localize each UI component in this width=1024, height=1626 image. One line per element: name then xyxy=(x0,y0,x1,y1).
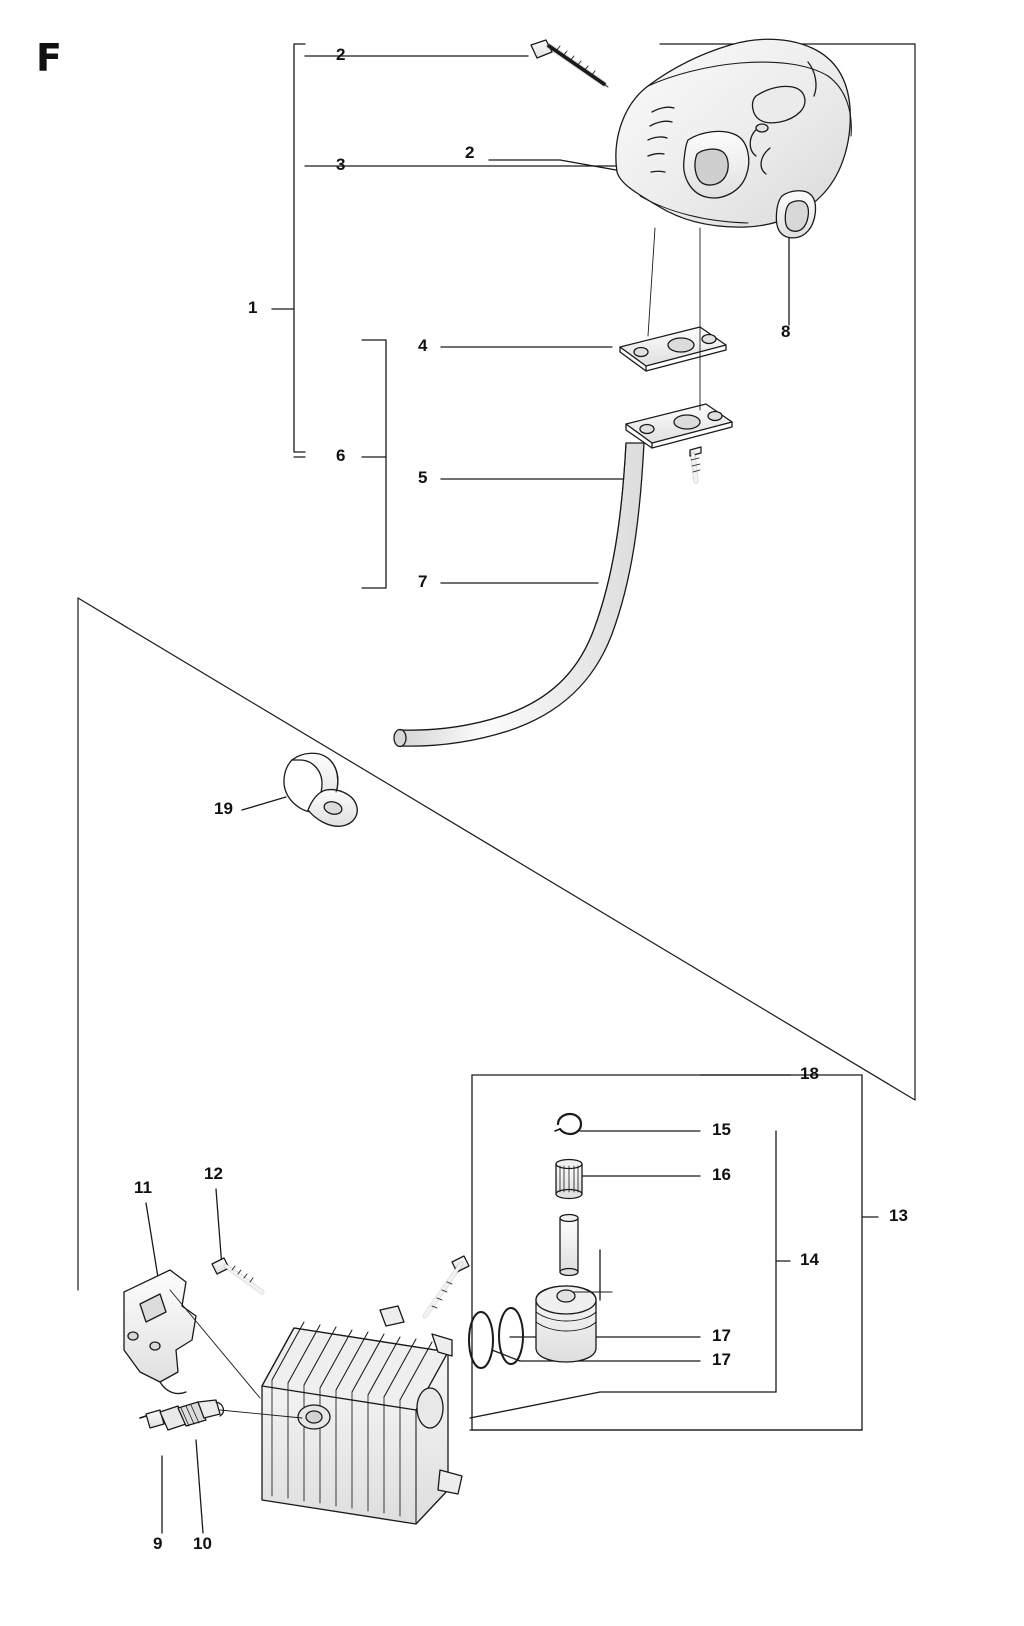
bracket-14 xyxy=(776,1131,790,1392)
spark-plug xyxy=(140,1400,223,1430)
callout-7: 7 xyxy=(418,572,428,591)
callout-11: 11 xyxy=(134,1178,152,1197)
callout-15: 15 xyxy=(712,1120,731,1139)
callout-4: 4 xyxy=(418,336,428,355)
leader-piston-to-cylinder xyxy=(470,1250,862,1430)
muffler-body xyxy=(616,39,851,227)
flange-plate-lower xyxy=(626,404,732,448)
callout-2-mid: 2 xyxy=(465,143,475,162)
callout-10: 10 xyxy=(193,1534,212,1553)
callout-1: 1 xyxy=(248,298,258,317)
cylinder-screw-right xyxy=(425,1256,469,1316)
needle-bearing-16 xyxy=(556,1160,582,1199)
callout-8: 8 xyxy=(781,322,791,341)
callout-17-a: 17 xyxy=(712,1326,731,1345)
pipe-clamp xyxy=(284,753,357,826)
cylinder xyxy=(262,1306,462,1524)
bracket-1 xyxy=(272,44,305,452)
cylinder-bracket-plate xyxy=(124,1270,196,1394)
alignment-lines xyxy=(648,228,700,410)
cylinder-screw-left xyxy=(212,1258,262,1292)
muffler-gasket xyxy=(776,191,815,238)
circlip-15 xyxy=(555,1114,581,1134)
piston-ring-inner xyxy=(499,1308,523,1364)
callout-19: 19 xyxy=(214,799,233,818)
section-letter: F xyxy=(36,36,62,80)
leader-19 xyxy=(242,797,286,810)
callout-13: 13 xyxy=(889,1206,908,1225)
callout-17-b: 17 xyxy=(712,1350,731,1369)
callout-14: 14 xyxy=(800,1250,819,1269)
callout-9: 9 xyxy=(153,1534,163,1553)
callout-2-top: 2 xyxy=(336,45,346,64)
callout-6: 6 xyxy=(336,446,346,465)
panel-divider-diagonal xyxy=(78,598,915,1290)
callout-12: 12 xyxy=(204,1164,223,1183)
flange-screw-right xyxy=(690,447,701,481)
wrist-pin xyxy=(560,1215,578,1276)
muffler-screw-top xyxy=(531,40,608,87)
callout-3: 3 xyxy=(336,155,346,174)
leader-10 xyxy=(196,1440,203,1533)
callout-5: 5 xyxy=(418,468,428,487)
leader-17b xyxy=(492,1350,700,1361)
exhaust-pipe xyxy=(394,443,644,747)
callout-18: 18 xyxy=(800,1064,819,1083)
callout-16: 16 xyxy=(712,1165,731,1184)
leader-12 xyxy=(216,1189,222,1268)
flange-plate-upper xyxy=(620,327,726,371)
